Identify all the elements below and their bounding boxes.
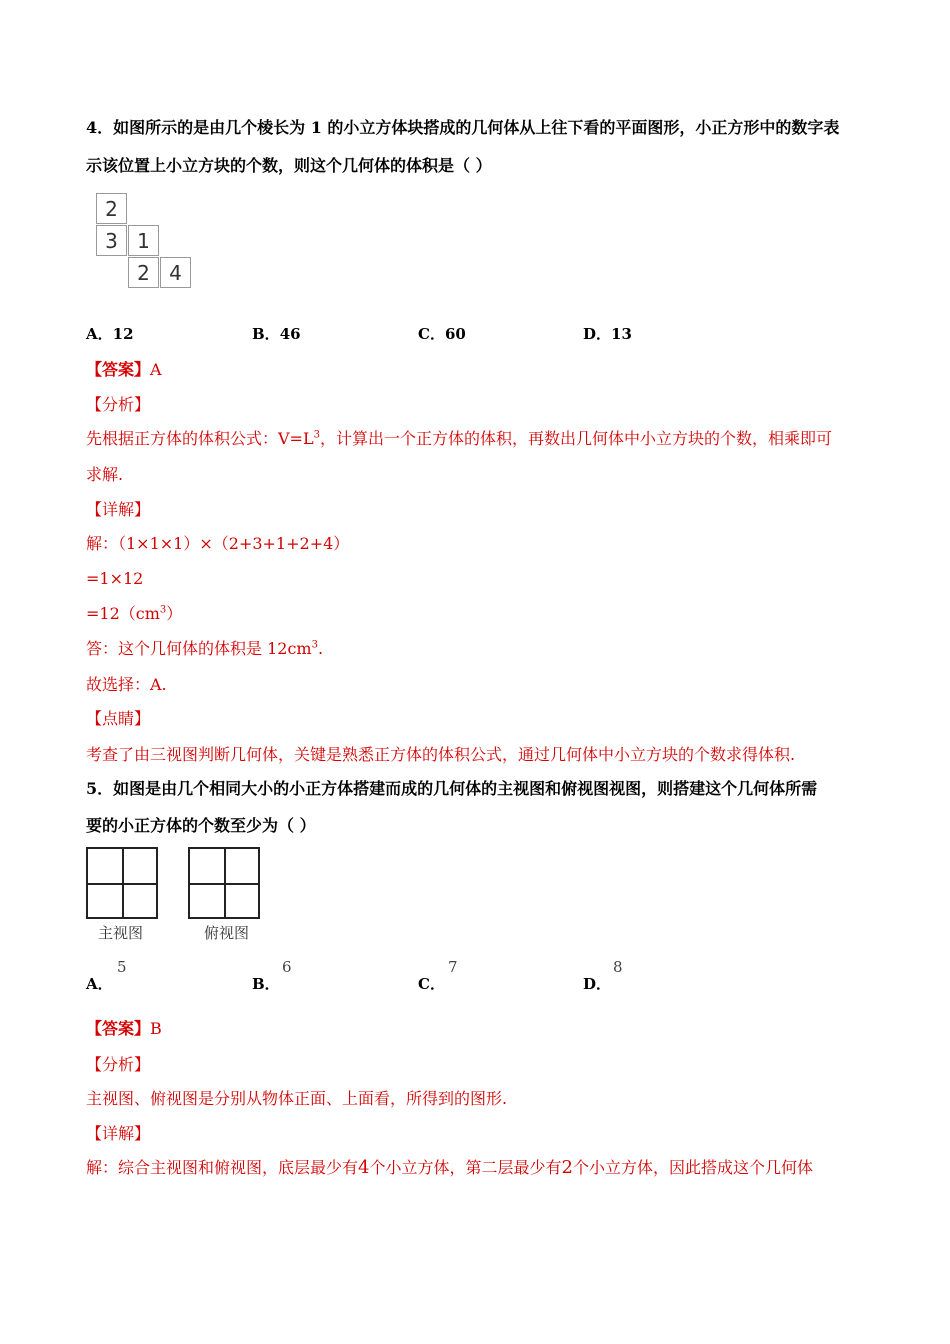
q4-detail-line1: 解：（1×1×1）×（2+3+1+2+4） (86, 534, 350, 553)
q4-detail-line4: 答：这个几何体的体积是 $12cm^3$. (86, 639, 324, 658)
q5-option-d: D． (583, 975, 612, 993)
grid-cell: 4 (160, 257, 191, 288)
q5-option-b-value: 6 (282, 958, 292, 976)
grid-cell: 2 (128, 257, 159, 288)
q4-option-d: D．13 (583, 325, 632, 343)
q4-detail-line3: $=12(cm^3)$ (86, 604, 183, 623)
q4-analysis-line2: 求解. (86, 465, 124, 484)
q5-answer: 【答案】B (86, 1019, 162, 1038)
grid-cell: 1 (128, 225, 159, 256)
grid-cell: 3 (96, 225, 127, 256)
q4-option-c: C．60 (418, 325, 466, 343)
q4-option-a: A．12 (86, 325, 134, 343)
q5-detail-tag: 【详解】 (86, 1124, 151, 1143)
q5-option-c-value: 7 (448, 958, 458, 976)
q4-analysis-tag: 【分析】 (86, 395, 151, 414)
q5-stem-line1: 5．如图是由几个相同大小的小正方体搭建而成的几何体的主视图和俯视图视图，则搭建这个几何体所需 (86, 779, 818, 798)
q4-detail-line2: =1×12 (86, 569, 144, 588)
q5-front-view-caption: 主视图 (98, 924, 144, 942)
q5-top-view-diagram (188, 847, 260, 919)
q4-analysis-line1: 先根据正方体的体积公式：$V=L^3$，计算出一个正方体的体积，再数出几何体中小立方块的个数，相乘即可 (86, 429, 832, 448)
q4-detail-tag: 【详解】 (86, 500, 151, 519)
q5-analysis-tag: 【分析】 (86, 1055, 151, 1074)
q5-detail-line1: 解：综合主视图和俯视图，底层最少有4个小立方体，第二层最少有2个小立方体，因此搭成这个几何体 (86, 1157, 813, 1178)
q5-option-a-value: 5 (117, 958, 127, 976)
q5-stem-line2: 要的小正方体的个数至少为（ ） (86, 816, 316, 835)
q4-comment: 考查了由三视图判断几何体，关键是熟悉正方体的体积公式，通过几何体中小立方块的个数求得体积. (86, 745, 796, 764)
q4-comment-tag: 【点睛】 (86, 709, 151, 728)
q5-front-view-diagram (86, 847, 158, 919)
q4-detail-line5: 故选择：A. (86, 675, 167, 694)
q5-option-c: C． (418, 975, 445, 993)
q5-option-a: A． (86, 975, 113, 993)
q5-analysis: 主视图、俯视图是分别从物体正面、上面看，所得到的图形. (86, 1089, 508, 1108)
q4-answer: 【答案】A (86, 360, 162, 379)
q5-option-b: B． (252, 975, 280, 993)
q4-stem-line1: 4．如图所示的是由几个棱长为 1 的小立方体块搭成的几何体从上往下看的平面图形，小正方形中的数字表 (86, 118, 840, 137)
q4-option-b: B．46 (252, 325, 301, 343)
q5-top-view-caption: 俯视图 (204, 924, 250, 942)
grid-cell: 2 (96, 193, 127, 224)
q4-stem-line2: 示该位置上小立方块的个数，则这个几何体的体积是（ ） (86, 156, 492, 175)
q5-option-d-value: 8 (613, 958, 623, 976)
